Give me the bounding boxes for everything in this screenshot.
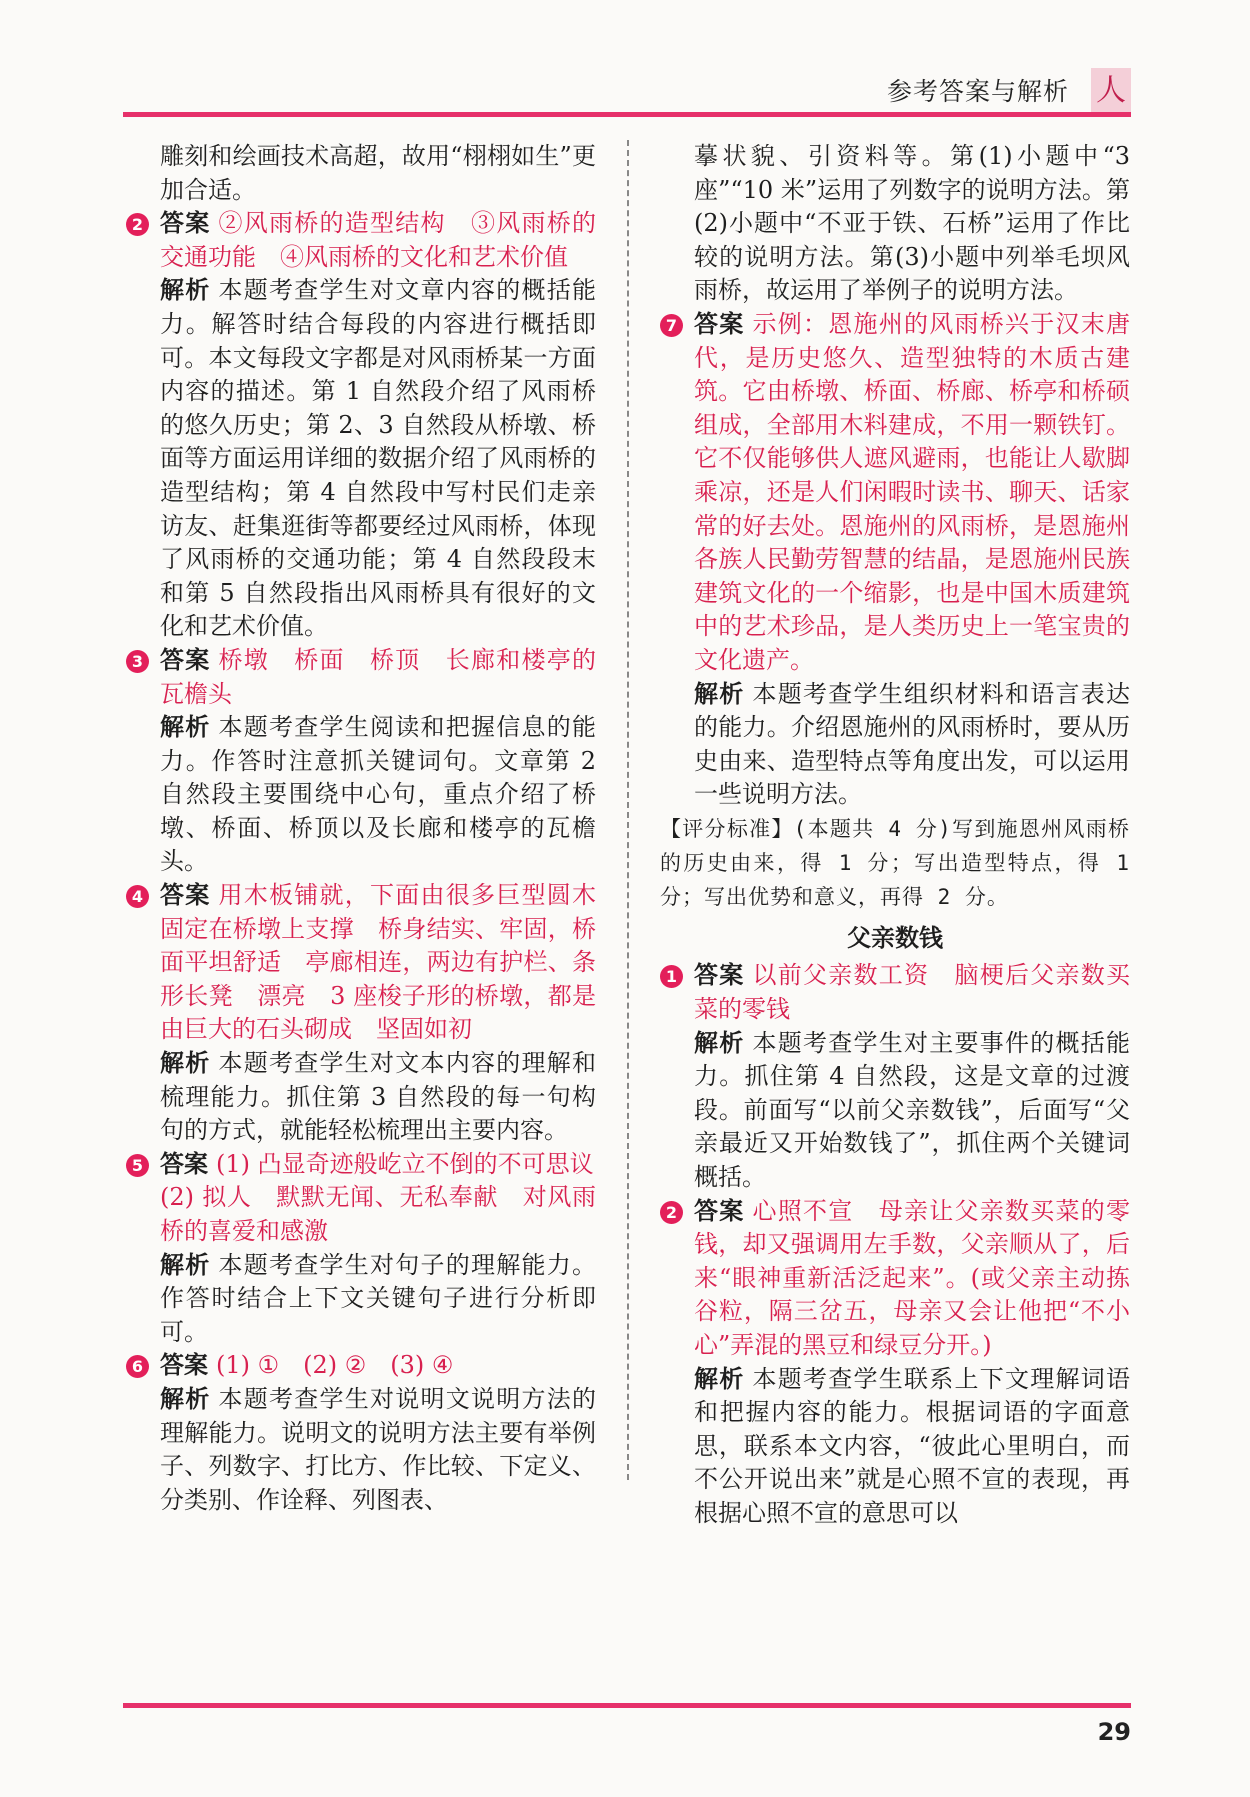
footer-rule xyxy=(123,1703,1131,1708)
header-title: 参考答案与解析 xyxy=(886,77,1069,106)
column-divider xyxy=(627,140,629,1480)
answer-label: 答案 xyxy=(160,645,211,674)
question-number: 3 xyxy=(126,650,149,673)
intro-text: 雕刻和绘画技术高超，故用“栩栩如生”更加合适。 xyxy=(160,142,596,204)
analysis-label: 解析 xyxy=(160,1384,211,1413)
analysis-label: 解析 xyxy=(160,713,211,742)
question-3 xyxy=(126,644,596,879)
question-4 xyxy=(126,879,596,1148)
answer-text: 示例：恩施州的风雨桥兴于汉末唐代，是历史悠久、造型独特的木质古建筑。它由桥墩、桥面、桥廊、桥亭和桥硕组成，全部用木料建成，不用一颗铁钉。它不仅能够供人遮风避雨，也能让人歇脚乘凉，还是人们闲暇时读书、聊天、话家常的好去处。恩施州的风雨桥，是恩施州各族人民勤劳智慧的结晶，是恩施州民族建筑文化的一个缩影，也是中国木质建筑中的艺术珍品，是人类历史上一笔宝贵的文化遗产。 xyxy=(694,309,1130,674)
analysis-text: 本题考查学生组织材料和语言表达的能力。介绍恩施州的风雨桥时，要从历史由来、造型特点等角度出发，可以运用一些说明方法。 xyxy=(694,679,1130,809)
question-number: 5 xyxy=(126,1154,149,1177)
analysis-text: 本题考查学生对句子的理解能力。作答时结合上下文关键句子进行分析即可。 xyxy=(160,1250,596,1346)
left-column xyxy=(126,140,596,1517)
answer-text: 心照不宣 母亲让父亲数买菜的零钱，却又强调用左手数，父亲顺从了，后来“眼神重新活泛起来”。(或父亲主动拣谷粒，隔三岔五，母亲又会让他把“不小心”弄混的黑豆和绿豆分开。) xyxy=(694,1196,1130,1359)
answer-label: 答案 xyxy=(160,209,211,238)
answer-text-2: (2) 拟人 默默无闻、无私奉献 对风雨桥的喜爱和感激 xyxy=(160,1183,596,1245)
answer-text: 桥墩 桥面 桥顶 长廊和楼亭的瓦檐头 xyxy=(160,645,596,708)
answer-label: 答案 xyxy=(160,1351,208,1380)
answer-text: 以前父亲数工资 脑梗后父亲数买菜的零钱 xyxy=(694,961,1130,1024)
analysis-label: 解析 xyxy=(160,276,211,305)
answer-label: 答案 xyxy=(694,309,745,338)
question-2 xyxy=(126,207,596,644)
question-number: 2 xyxy=(126,213,149,236)
header-rule xyxy=(123,112,1131,117)
analysis-label: 解析 xyxy=(694,1364,745,1393)
answer-text-1: (1) 凸显奇迹般屹立不倒的不可思议 xyxy=(216,1149,594,1178)
answer-label: 答案 xyxy=(160,1149,208,1178)
question-number: 6 xyxy=(126,1355,149,1378)
analysis-label: 解析 xyxy=(160,1049,211,1078)
analysis-text: 本题考查学生对说明文说明方法的理解能力。说明文的说明方法主要有举例子、列数字、打比方、作比较、下定义、分类别、作诠释、列图表、 xyxy=(160,1384,596,1514)
analysis-label: 解析 xyxy=(694,1028,745,1057)
analysis-text: 本题考查学生对文本内容的理解和梳理能力。抓住第 3 自然段的每一句构句的方式，就能轻松梳理出主要内容。 xyxy=(160,1049,596,1145)
page-header xyxy=(123,68,1131,114)
question-6 xyxy=(126,1349,596,1517)
page-number: 29 xyxy=(1097,1718,1131,1746)
question-number: 4 xyxy=(126,885,149,908)
question-number: 7 xyxy=(660,314,683,337)
analysis-label: 解析 xyxy=(160,1250,211,1279)
continued-text: 摹状貌、引资料等。第(1)小题中“3 座”“10 米”运用了列数字的说明方法。第(2)小题中“不亚于铁、石桥”运用了作比较的说明方法。第(3)小题中列举毛坝风雨桥，故运用了举例子的说明方法。 xyxy=(694,142,1130,305)
section-question-2 xyxy=(660,1195,1130,1531)
analysis-text: 本题考查学生阅读和把握信息的能力。作答时注意抓关键词句。文章第 2 自然段主要围绕中心句，重点介绍了桥墩、桥面、桥顶以及长廊和楼亭的瓦檐头。 xyxy=(160,713,596,876)
section-title: 父亲数钱 xyxy=(847,923,943,952)
question-number: 1 xyxy=(660,965,683,988)
answer-label: 答案 xyxy=(694,961,745,990)
analysis-text: 本题考查学生对文章内容的概括能力。解答时结合每段的内容进行概括即可。本文每段文字都是对风雨桥某一方面内容的描述。第 1 自然段介绍了风雨桥的悠久历史；第 2、3 自然段从桥墩、桥面等方面运用详细的数据介绍了风雨桥的造型结构；第 4 自然段中写村民们走亲访友、赶集逛街等都要经过风雨桥，体现了风雨桥的交通功能；第 4 自然段段末和第 5 自然段指出风雨桥具有很好的文化和艺术价值。 xyxy=(160,276,596,641)
question-number: 2 xyxy=(660,1201,683,1224)
answer-text: 用木板铺就，下面由很多巨型圆木固定在桥墩上支撑 桥身结实、牢固，桥面平坦舒适 亭廊相连，两边有护栏、条形长凳 漂亮 3 座梭子形的桥墩，都是由巨大的石头砌成 坚固如初 xyxy=(160,881,596,1044)
analysis-label: 解析 xyxy=(694,679,745,708)
answer-label: 答案 xyxy=(160,881,211,910)
answer-text: (1) ① (2) ② (3) ④ xyxy=(216,1351,454,1380)
question-5 xyxy=(126,1148,596,1350)
header-badge: 人 xyxy=(1091,68,1131,114)
question-7 xyxy=(660,308,1130,812)
section-question-1 xyxy=(660,959,1130,1194)
right-column xyxy=(660,140,1130,1531)
answer-label: 答案 xyxy=(694,1196,745,1225)
analysis-text: 本题考查学生对主要事件的概括能力。抓住第 4 自然段，这是文章的过渡段。前面写“以前父亲数钱”，后面写“父亲最近又开始数钱了”，抓住两个关键词概括。 xyxy=(694,1028,1130,1192)
scoring-standard: 【评分标准】(本题共 4 分)写到施恩州风雨桥的历史由来，得 1 分；写出造型特点，得 1 分；写出优势和意义，再得 2 分。 xyxy=(660,816,1130,909)
answer-text: ②风雨桥的造型结构 ③风雨桥的交通功能 ④风雨桥的文化和艺术价值 xyxy=(160,209,596,271)
analysis-text: 本题考查学生联系上下文理解词语和把握内容的能力。根据词语的字面意思，联系本文内容，“彼此心里明白，而不公开说出来”就是心照不宣的表现，再根据心照不宣的意思可以 xyxy=(694,1364,1130,1527)
